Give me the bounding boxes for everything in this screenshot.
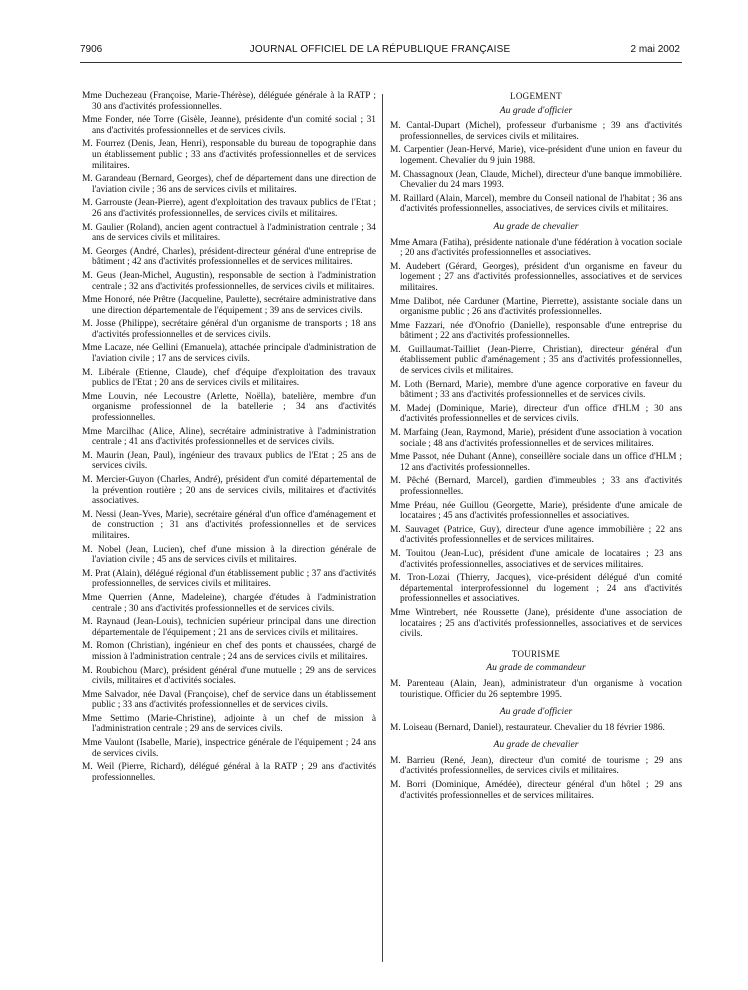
page-number: 7906	[80, 44, 103, 55]
nominee-entry: Mme Duchezeau (Françoise, Marie-Thérèse), déléguée générale à la RATP ; 30 ans d'activités professionnelles.	[82, 91, 376, 112]
nominee-entry: M. Libérale (Etienne, Claude), chef d'équipe d'exploitation des travaux publics de l'Etat ; 20 ans de services civils et militaires.	[82, 367, 376, 389]
section-heading-tourisme: TOURISME	[511, 648, 561, 659]
nominee-entry: M. Weil (Pierre, Richard), délégué général à la RATP ; 29 ans d'activités professionnelles.	[82, 762, 376, 783]
nominee-entry: Mme Amara (Fatiha), présidente nationale d'une fédération à vocation sociale ; 20 ans d'activités professionnelles et associatives.	[390, 237, 682, 259]
left-column	[82, 91, 376, 786]
nominee-entry: M. Audebert (Gérard, Georges), président d'un organisme en faveur du logement ; 27 ans d'activités professionnelles, associatives et de services militaires.	[390, 261, 682, 293]
nominee-entry: Mme Querrien (Anne, Madeleine), chargée d'études à l'administration centrale ; 30 ans d'activités professionnelles et de services civils.	[82, 592, 376, 614]
nominee-entry: M. Josse (Philippe), secrétaire général d'un organisme de transports ; 18 ans d'activités professionnelles et de services civils.	[82, 319, 376, 340]
nominee-entry: Mme Honoré, née Prêtre (Jacqueline, Paulette), secrétaire administrative dans une direction départementale de l'équipement ; 39 ans de services civils.	[82, 295, 376, 316]
nominee-entry: M. Chassagnoux (Jean, Claude, Michel), directeur d'une banque immobilière. Chevalier du 24 mars 1993.	[390, 169, 682, 191]
nominee-entry: M. Barrieu (René, Jean), directeur d'un comité de tourisme ; 29 ans d'activités professionnelles, de services civils et militaires.	[390, 755, 682, 777]
nominee-entry: M. Nobel (Jean, Lucien), chef d'une mission à la direction générale de l'aviation civile ; 45 ans de services civils et militaires.	[82, 544, 376, 566]
nominee-entry: M. Nessi (Jean-Yves, Marie), secrétaire général d'un office d'aménagement et de construction ; 31 ans d'activités professionnelles et de services militaires.	[82, 509, 376, 541]
nominee-entry: M. Geus (Jean-Michel, Augustin), responsable de section à l'administration centrale ; 32 ans d'activités professionnelles, de services civils et militaires.	[82, 270, 376, 292]
nominee-entry: M. Guillaumat-Tailliet (Jean-Pierre, Christian), directeur général d'un établissement public d'aménagement ; 35 ans d'activités professionnelles, de services civils et militaires.	[390, 344, 682, 377]
nominee-entry: Mme Marcilhac (Alice, Aline), secrétaire administrative à l'administration centrale ; 41 ans d'activités professionnelles et de services civils.	[82, 426, 376, 448]
nominee-entry: M. Borri (Dominique, Amédée), directeur général d'un hôtel ; 29 ans d'activités professionnelles et de services militaires.	[390, 780, 682, 801]
nominee-entry: Mme Settimo (Marie-Christine), adjointe à un chef de mission à l'administration centrale ; 29 ans de services civils.	[82, 713, 376, 735]
nominee-entry: M. Loth (Bernard, Marie), membre d'une agence corporative en faveur du bâtiment ; 33 ans d'activités professionnelles et de services civils.	[390, 379, 682, 401]
nominee-entry: M. Roubichou (Marc), président général d'une mutuelle ; 29 ans de services civils, militaires et d'activités sociales.	[82, 665, 376, 687]
nominee-entry: M. Cantal-Dupart (Michel), professeur d'urbanisme ; 39 ans d'activités professionnelles, de services civils et militaires.	[390, 121, 682, 142]
nominee-entry: M. Raillard (Alain, Marcel), membre du Conseil national de l'habitat ; 36 ans d'activités professionnelles, associatives, de services civils et militaires.	[390, 193, 682, 215]
nominee-entry: M. Pêché (Bernard, Marcel), gardien d'immeubles ; 33 ans d'activités professionnelles.	[390, 476, 682, 497]
nominee-entry: Mme Passot, née Duhant (Anne), conseillère sociale dans un office d'HLM ; 12 ans d'activités professionnelles.	[390, 452, 682, 473]
nominee-entry: M. Sauvaget (Patrice, Guy), directeur d'une agence immobilière ; 22 ans d'activités professionnelles et de services militaires.	[390, 524, 682, 546]
header-rule	[80, 62, 682, 63]
grade-heading: Au grade d'officier	[499, 104, 573, 116]
nominee-entry: M. Maurin (Jean, Paul), ingénieur des travaux publics de l'Etat ; 25 ans de services civils.	[82, 450, 376, 472]
nominee-entry: M. Parenteau (Alain, Jean), administrateur d'un organisme à vocation touristique. Officier du 26 septembre 1995.	[390, 678, 682, 700]
nominee-entry: M. Loiseau (Bernard, Daniel), restaurateur. Chevalier du 18 février 1986.	[390, 722, 665, 733]
nominee-entry: M. Mercier-Guyon (Charles, André), président d'un comité départemental de la prévention routière ; 20 ans de services civils, militaires et d'activités associatives.	[82, 475, 376, 507]
grade-heading: Au grade de chevalier	[493, 739, 579, 751]
nominee-entry: Mme Fazzari, née d'Onofrio (Danielle), responsable d'une entreprise du bâtiment ; 22 ans d'activités professionnelles.	[390, 320, 682, 342]
nominee-entry: M. Garrouste (Jean-Pierre), agent d'exploitation des travaux publics de l'Etat ; 26 ans d'activités professionnelles, de services civils et militaires.	[82, 198, 376, 219]
issue-date: 2 mai 2002	[630, 44, 680, 55]
nominee-entry: Mme Fonder, née Torre (Gisèle, Jeanne), présidente d'un comité social ; 31 ans d'activités professionnelles et de services civils.	[82, 115, 376, 136]
nominee-entry: M. Fourrez (Denis, Jean, Henri), responsable du bureau de topographie dans un établissement public ; 33 ans d'activités professionnelles et de services militaires.	[82, 139, 376, 171]
nominee-entry: M. Marfaing (Jean, Raymond, Marie), président d'une association à vocation sociale ; 48 ans d'activités professionnelles et de services militaires.	[390, 428, 682, 449]
nominee-entry: Mme Dalibot, née Carduner (Martine, Pierrette), assistante sociale dans un organisme public ; 26 ans d'activités professionnelles.	[390, 296, 682, 318]
nominee-entry: Mme Préau, née Guillou (Georgette, Marie), présidente d'une amicale de locataires ; 45 ans d'activités professionnelles et associatives.	[390, 500, 682, 522]
nominee-entry: M. Raynaud (Jean-Louis), technicien supérieur principal dans une direction départementale de l'équipement ; 21 ans de services civils et militaires.	[82, 617, 376, 638]
nominee-entry: M. Georges (André, Charles), président-directeur général d'une entreprise de bâtiment ; 42 ans d'activités professionnelles et de services militaires.	[82, 246, 376, 268]
nominee-entry: Mme Salvador, née Daval (Françoise), chef de service dans un établissement public ; 33 ans d'activités professionnelles et de services civils.	[82, 689, 376, 711]
section-heading-logement: LOGEMENT	[510, 91, 562, 101]
nominee-entry: Mme Vaulont (Isabelle, Marie), inspectrice générale de l'équipement ; 24 ans de services civils.	[82, 738, 376, 759]
nominee-entry: M. Prat (Alain), délégué régional d'un établissement public ; 37 ans d'activités professionnelles, de services civils et militaires.	[82, 568, 376, 590]
nominee-entry: Mme Louvin, née Lecoustre (Arlette, Noëlla), batelière, membre d'un organisme professionnel de la batellerie ; 34 ans d'activités professionnelles.	[82, 391, 376, 424]
grade-heading: Au grade de commandeur	[486, 662, 586, 674]
grade-heading: Au grade d'officier	[499, 706, 573, 718]
column-divider	[382, 94, 383, 962]
page-header	[80, 44, 680, 60]
nominee-entry: M. Touitou (Jean-Luc), président d'une amicale de locataires ; 23 ans d'activités professionnelles, associatives et de services militaires.	[390, 548, 682, 570]
journal-title: JOURNAL OFFICIEL DE LA RÉPUBLIQUE FRANÇAISE	[249, 44, 511, 55]
right-column	[390, 91, 682, 804]
nominee-entry: M. Gaulier (Roland), ancien agent contractuel à l'administration centrale ; 34 ans de services civils et militaires.	[82, 222, 376, 244]
grade-heading: Au grade de chevalier	[493, 220, 579, 232]
nominee-entry: Mme Wintrebert, née Roussette (Jane), présidente d'une association de locataires ; 25 ans d'activités professionnelles, associatives et de services civils.	[390, 607, 682, 640]
nominee-entry: M. Madej (Dominique, Marie), directeur d'un office d'HLM ; 30 ans d'activités professionnelles et de services civils.	[390, 403, 682, 425]
nominee-entry: Mme Lacaze, née Gellini (Emanuela), attachée principale d'administration de l'aviation civile ; 17 ans de services civils.	[82, 343, 376, 365]
nominee-entry: M. Carpentier (Jean-Hervé, Marie), vice-président d'une union en faveur du logement. Chevalier du 9 juin 1988.	[390, 145, 682, 166]
nominee-entry: M. Tron-Lozai (Thierry, Jacques), vice-président délégué d'un comité départemental interprofessionnel du logement ; 24 ans d'activités professionnelles et associatives.	[390, 573, 682, 605]
nominee-entry: M. Garandeau (Bernard, Georges), chef de département dans une direction de l'aviation civile ; 36 ans de services civils et militaires.	[82, 174, 376, 195]
nominee-entry: M. Romon (Christian), ingénieur en chef des ponts et chaussées, chargé de mission à l'administration centrale ; 24 ans de services civils et militaires.	[82, 641, 376, 662]
